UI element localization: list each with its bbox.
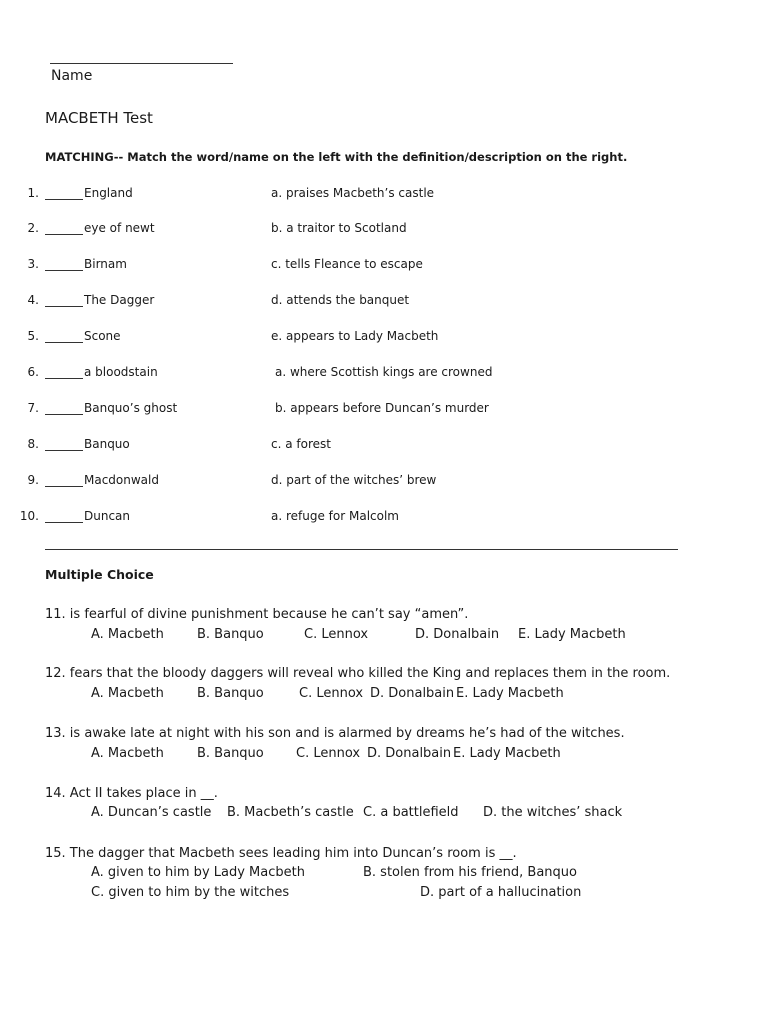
matching-definition: e. appears to Lady Macbeth — [271, 329, 439, 343]
answer-blank[interactable] — [45, 306, 83, 307]
matching-definition: c. a forest — [271, 437, 331, 451]
matching-row — [0, 401, 768, 419]
option-c[interactable]: C. Lennox — [299, 686, 364, 701]
option-e[interactable]: E. Lady Macbeth — [518, 627, 626, 642]
matching-definition: d. part of the witches’ brew — [271, 473, 437, 487]
option-b[interactable]: B. Banquo — [197, 746, 264, 761]
option-a[interactable]: A. given to him by Lady Macbeth — [91, 865, 305, 880]
item-number: 7. — [27, 401, 39, 415]
option-b[interactable]: B. stolen from his friend, Banquo — [363, 865, 577, 880]
matching-term: Banquo — [84, 437, 130, 451]
option-e[interactable]: E. Lady Macbeth — [453, 746, 561, 761]
matching-definition: d. attends the banquet — [271, 293, 410, 307]
option-c[interactable]: C. given to him by the witches — [91, 885, 290, 900]
item-number: 3. — [27, 257, 39, 271]
option-d[interactable]: D. Donalbain — [370, 686, 455, 701]
matching-definition: a. praises Macbeth’s castle — [271, 186, 435, 200]
option-b[interactable]: B. Macbeth’s castle — [227, 805, 354, 820]
matching-row — [0, 221, 768, 239]
answer-blank[interactable] — [45, 199, 83, 200]
matching-row — [0, 186, 768, 204]
matching-definition: c. tells Fleance to escape — [271, 257, 423, 271]
matching-definition: a. where Scottish kings are crowned — [275, 365, 493, 379]
item-number: 9. — [27, 473, 39, 487]
answer-blank[interactable] — [45, 450, 83, 451]
matching-definition: b. appears before Duncan’s murder — [275, 401, 489, 415]
answer-blank[interactable] — [45, 414, 83, 415]
option-a[interactable]: A. Duncan’s castle — [91, 805, 212, 820]
page-title: MACBETH Test — [45, 109, 153, 127]
answer-blank[interactable] — [45, 486, 83, 487]
question-13: 13. is awake late at night with his son and is alarmed by dreams he’s had of the witches. — [45, 726, 625, 741]
question-14: 14. Act II takes place in __. — [45, 786, 218, 801]
item-number: 4. — [27, 293, 39, 307]
matching-row — [0, 437, 768, 455]
option-c[interactable]: C. Lennox — [304, 627, 369, 642]
option-a[interactable]: A. Macbeth — [91, 686, 164, 701]
item-number: 6. — [27, 365, 39, 379]
matching-term: a bloodstain — [84, 365, 158, 379]
matching-row — [0, 509, 768, 527]
matching-row — [0, 257, 768, 275]
matching-row — [0, 329, 768, 347]
matching-term: eye of newt — [84, 221, 155, 235]
matching-term: Scone — [84, 329, 121, 343]
matching-term: Banquo’s ghost — [84, 401, 178, 415]
item-number: 5. — [27, 329, 39, 343]
option-e[interactable]: E. Lady Macbeth — [456, 686, 564, 701]
option-d[interactable]: D. the witches’ shack — [483, 805, 623, 820]
matching-term: Macdonwald — [84, 473, 159, 487]
question-15: 15. The dagger that Macbeth sees leading him into Duncan’s room is __. — [45, 846, 517, 861]
matching-term: The Dagger — [84, 293, 155, 307]
matching-term: Birnam — [84, 257, 127, 271]
multiple-choice-heading: Multiple Choice — [45, 567, 154, 582]
option-c[interactable]: C. Lennox — [296, 746, 361, 761]
answer-blank[interactable] — [45, 378, 83, 379]
answer-blank[interactable] — [45, 234, 83, 235]
option-a[interactable]: A. Macbeth — [91, 746, 164, 761]
name-line[interactable] — [50, 63, 233, 64]
matching-definition: b. a traitor to Scotland — [271, 221, 407, 235]
item-number: 1. — [27, 186, 39, 200]
matching-row — [0, 293, 768, 311]
matching-definition: a. refuge for Malcolm — [271, 509, 399, 523]
item-number: 10. — [19, 509, 39, 523]
answer-blank[interactable] — [45, 270, 83, 271]
option-a[interactable]: A. Macbeth — [91, 627, 164, 642]
answer-blank[interactable] — [45, 522, 83, 523]
option-b[interactable]: B. Banquo — [197, 627, 264, 642]
question-11: 11. is fearful of divine punishment because he can’t say “amen”. — [45, 607, 469, 622]
question-12: 12. fears that the bloody daggers will reveal who killed the King and replaces them in the room. — [45, 666, 671, 681]
matching-row — [0, 473, 768, 491]
option-c[interactable]: C. a battlefield — [363, 805, 459, 820]
matching-term: England — [84, 186, 133, 200]
matching-row — [0, 365, 768, 383]
item-number: 2. — [27, 221, 39, 235]
item-number: 8. — [27, 437, 39, 451]
option-b[interactable]: B. Banquo — [197, 686, 264, 701]
matching-instructions: MATCHING-- Match the word/name on the left with the definition/description on the right. — [45, 150, 628, 164]
option-d[interactable]: D. Donalbain — [367, 746, 452, 761]
section-divider — [45, 549, 678, 550]
answer-blank[interactable] — [45, 342, 83, 343]
name-label: Name — [51, 68, 93, 84]
matching-term: Duncan — [84, 509, 131, 523]
option-d[interactable]: D. Donalbain — [415, 627, 500, 642]
option-d[interactable]: D. part of a hallucination — [420, 885, 582, 900]
